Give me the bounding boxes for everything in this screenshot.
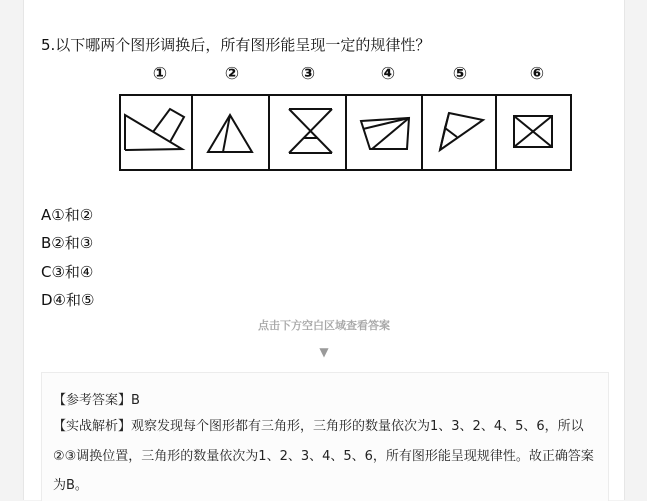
figure-3-shape: [289, 109, 332, 153]
figure-1-shape: [125, 109, 184, 150]
figure-2-shape: [208, 115, 252, 152]
figure-number-4: ④: [380, 64, 396, 84]
expand-arrow-icon[interactable]: ▼: [319, 345, 329, 359]
question-figure: [95, 60, 580, 178]
question-title: 5.以下哪两个图形调换后，所有图形能呈现一定的规律性？: [41, 36, 431, 54]
option-b[interactable]: B②和③: [41, 234, 94, 253]
reference-answer: 【参考答案】B: [53, 393, 140, 408]
option-c[interactable]: C③和④: [41, 262, 94, 281]
figure-5-shape: [440, 113, 483, 150]
answer-panel[interactable]: [41, 372, 609, 501]
option-a[interactable]: A①和②: [41, 205, 94, 224]
figure-number-3: ③: [300, 64, 316, 84]
answer-analysis: 【实战解析】观察发现每个图形都有三角形，三角形的数量依次为1、3、2、4、5、6，所以②③调换位置，三角形的数量依次为1、2、3、4、5、6，所有图形能呈现规律性。故正确答案为B。: [53, 419, 594, 493]
figure-6-shape: [514, 116, 552, 147]
reveal-answer-hint: 点击下方空白区域查看答案: [258, 319, 390, 332]
figure-number-2: ②: [224, 64, 240, 84]
figure-number-5: ⑤: [452, 64, 468, 84]
question-card: [23, 0, 625, 500]
option-d[interactable]: D④和⑤: [41, 291, 95, 310]
figure-number-6: ⑥: [529, 64, 545, 84]
figure-4-shape: [361, 118, 409, 149]
option-list: [41, 200, 94, 314]
figure-number-1: ①: [152, 64, 168, 84]
